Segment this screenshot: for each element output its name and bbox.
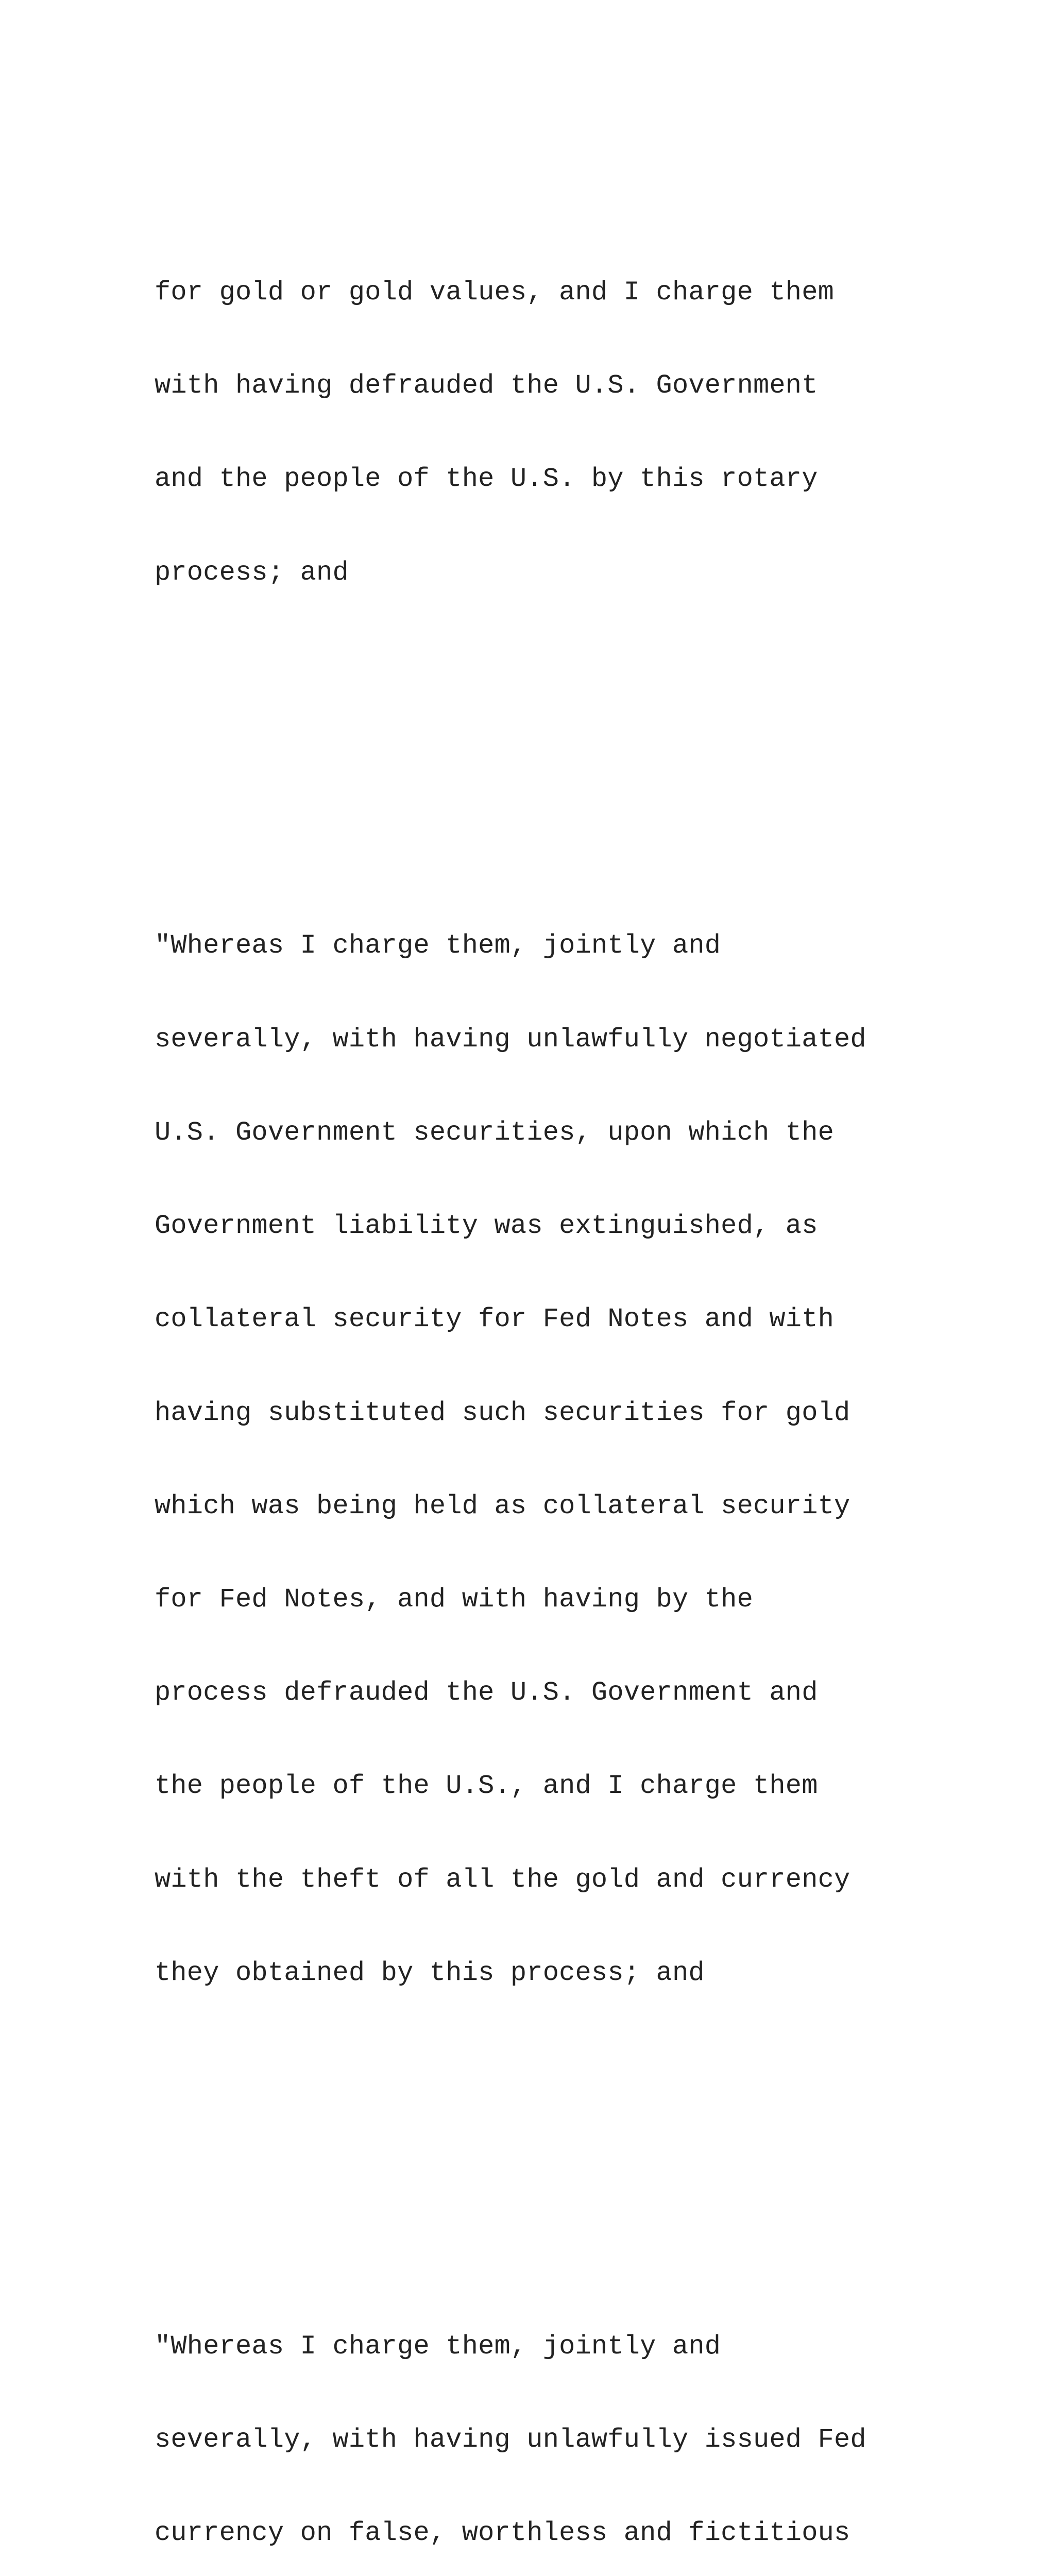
text-line: "Whereas I charge them, jointly and	[155, 2331, 721, 2362]
text-line: with having defrauded the U.S. Government	[155, 370, 818, 401]
paragraph-gap	[155, 2144, 1041, 2175]
paragraph-2	[155, 869, 1041, 2051]
text-line: process defrauded the U.S. Government and	[155, 1677, 818, 1708]
text-line: collateral security for Fed Notes and with	[155, 1304, 835, 1335]
text-line: the people of the U.S., and I charge them	[155, 1771, 818, 1802]
text-line: with the theft of all the gold and currency	[155, 1864, 850, 1895]
paragraph-1	[155, 215, 1041, 651]
text-line: Government liability was extinguished, as	[155, 1211, 818, 1242]
text-line: currency on false, worthless and fictitious	[155, 2517, 850, 2548]
text-line: "Whereas I charge them, jointly and	[155, 930, 721, 961]
text-line: and the people of the U.S. by this rotary	[155, 464, 818, 495]
text-line: having substituted such securities for gold	[155, 1397, 850, 1428]
text-line: they obtained by this process; and	[155, 1957, 705, 1988]
paragraph-gap	[155, 744, 1041, 775]
text-line: which was being held as collateral security	[155, 1490, 850, 1521]
text-line: for gold or gold values, and I charge them	[155, 277, 835, 308]
text-line: U.S. Government securities, upon which the	[155, 1117, 835, 1148]
paragraph-3	[155, 2269, 1041, 2576]
text-line: for Fed Notes, and with having by the	[155, 1584, 753, 1615]
text-line: process; and	[155, 557, 349, 588]
text-line: severally, with having unlawfully negotiated	[155, 1024, 866, 1055]
text-line: severally, with having unlawfully issued Fed	[155, 2424, 866, 2455]
document-body	[155, 122, 1041, 2576]
